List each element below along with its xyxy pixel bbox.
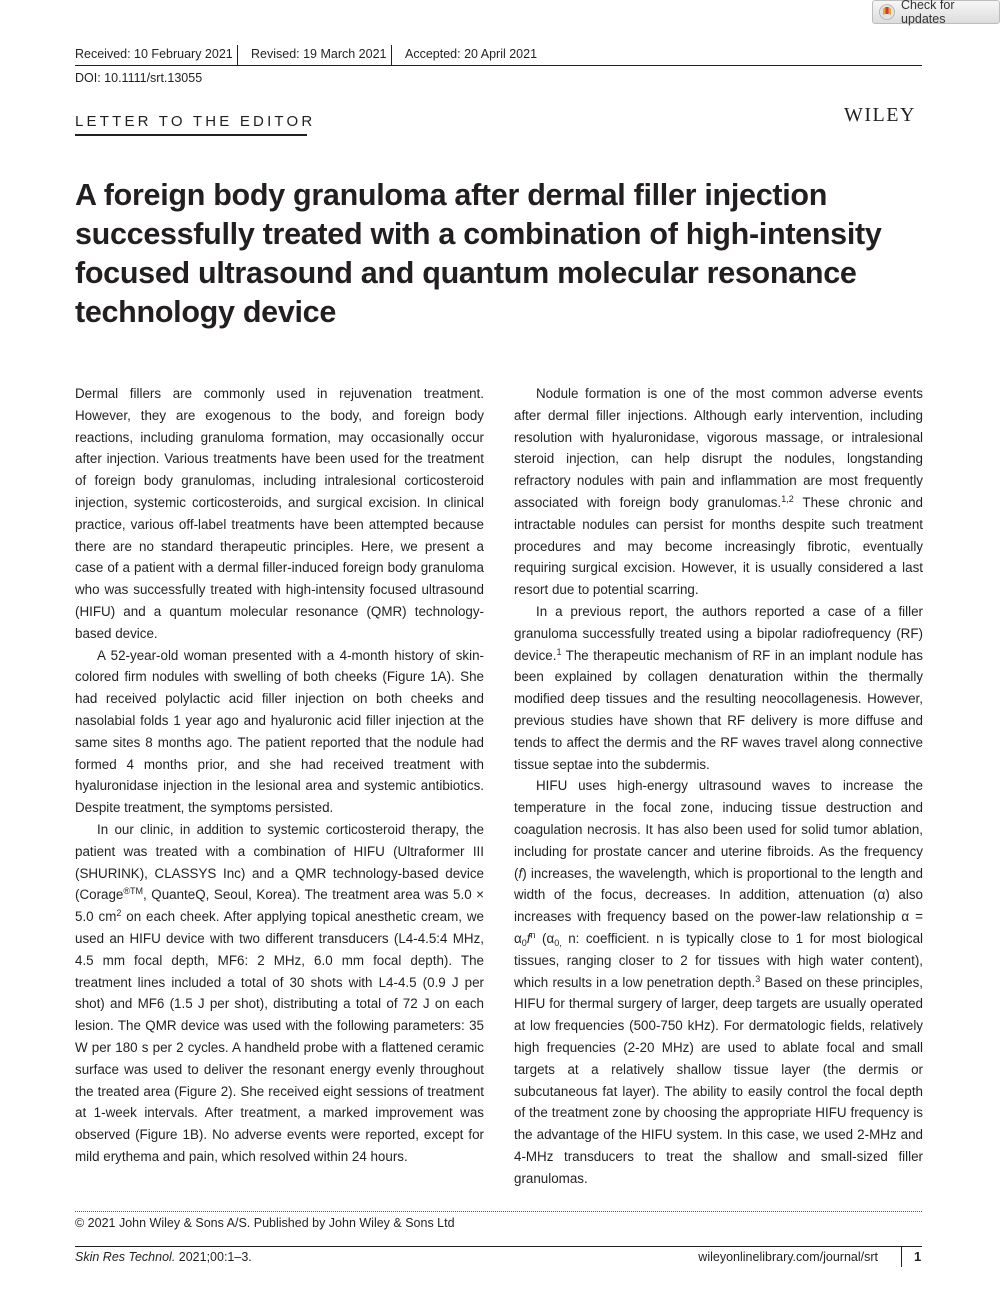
accepted-date: Accepted: 20 April 2021 <box>405 47 538 61</box>
journal-citation <box>75 1250 252 1264</box>
paragraph: In our clinic, in addition to systemic corticosteroid therapy, the patient was treated with a combination of HIFU (Ultraformer III (SHURINK), CLASSYS Inc) and a QMR technology-based device (Corage$^{®TM}$, QuanteQ, Seoul, Korea). The treatment area was 5.0 × 5.0 $cm^2$ on each cheek. After applying topical anesthetic cream, we used an HIFU device with two different transducers (L4-4.5:4 MHz, 4.5 mm focal depth, MF6: 2 MHz, 6.0 mm focal depth). The treatment lines included a total of 30 shots with L4-4.5 (0.9 J per shot) and MF6 (1.5 J per shot), distributing a total of 72 J on each lesion. The QMR device was used with the following parameters: 35 W per 180 s per 2 cycles. A handheld probe with a flattened ceramic surface was used to deliver the resonant energy evenly throughout the treated area (Figure 2). She received eight sessions of treatment at 1-week intervals. After treatment, a marked improvement was observed (Figure 1B). No adverse events were reported, except for mild erythema and pain, which resolved within 24 hours. <box>75 821 484 1164</box>
publisher-logo: WILEY <box>844 104 916 126</box>
title-line: focused ultrasound and quantum molecular resonance <box>75 256 857 290</box>
paragraph: HIFU uses high-energy ultrasound waves to increase the temperature in the focal zone, inducing tissue destruction and coagulation necrosis. It has also been used for solid tumor ablation, including for prostate cancer and uterine fibroids. As the frequency (f) increases, the wavelength, which is proportional to the length and width of the focus, decreases. In addition, attenuation (α) also increases with frequency based on the power-law relationship $\alpha = \alpha_0f^n$ ($\alpha_{0,}$ n: coefficient. n is typically close to 1 for most biological tissues, ranging closer to 2 for tissues with high water content), which results in a low penetration depth.$^3$ Based on these principles, HIFU for thermal surgery of larger, deep targets are usually operated at low frequencies (500-750 kHz). For dermatologic fields, relatively high frequencies (2-20 MHz) are used to ablate focal and small targets at a relatively shallow tissue layer (the dermis or subcutaneous fat layer). The ability to easily control the focal depth of the treatment zone by choosing the appropriate HIFU frequency is the advantage of the HIFU system. In this case, we used 2-MHz and 4-MHz transducers to treat the shallow and small-sized filler granulomas. <box>514 778 923 1186</box>
journal-url-link[interactable]: wileyonlinelibrary.com/journal/srt <box>698 1250 878 1264</box>
citation-ref[interactable]: 1 <box>556 646 562 657</box>
check-for-updates-button[interactable] <box>872 0 1000 24</box>
footer-rule <box>75 1246 922 1247</box>
body-column-left <box>75 383 484 1168</box>
paragraph: Dermal fillers are commonly used in rejuvenation treatment. However, they are exogenous to the body, and foreign body reactions, including granuloma formation, may occasionally occur after injection. Various treatments have been used for the treatment of foreign body granulomas, including intralesional corticosteroid injection, systemic corticosteroids, and surgical excision. In clinical practice, various off-label treatments have been attempted because there are no standard therapeutic principles. Here, we present a case of a patient with a dermal filler-induced foreign body granuloma who was successfully treated with high-intensity focused ultrasound (HIFU) and a quantum molecular resonance (QMR) technology-based device. <box>75 386 484 641</box>
paragraph: In a previous report, the authors reported a case of a filler granuloma successfully treated using a bipolar radiofrequency (RF) device.$^1$ The therapeutic mechanism of RF in an implant nodule has been explained by collagen denaturation within the thermally modified deep tissues and the resulting neocollagenesis. However, previous studies have shown that RF delivery is more diffuse and tends to affect the dermis and the RF waves travel along connective tissue septae into the subdermis. <box>514 603 923 772</box>
journal-name: Skin Res Technol. <box>75 1250 176 1264</box>
check-for-updates-label: Check for updates <box>901 0 955 26</box>
divider <box>391 45 392 65</box>
citation-volume: 2021;00:1–3. <box>175 1250 252 1264</box>
section-underline <box>75 134 307 136</box>
header-rule <box>75 65 922 66</box>
divider <box>237 45 238 65</box>
footer-divider <box>75 1211 922 1212</box>
revised-date: Revised: 19 March 2021 <box>251 47 387 61</box>
section-label: LETTER TO THE EDITOR <box>75 113 316 130</box>
page-number: 1 <box>914 1249 922 1264</box>
title-line: successfully treated with a combination of high-intensity <box>75 217 882 251</box>
received-date: Received: 10 February 2021 <box>75 47 233 61</box>
title-line: technology device <box>75 295 337 329</box>
paragraph: A 52-year-old woman presented with a 4-month history of skin-colored firm nodules with swelling of both cheeks (Figure 1A). She had received polylactic acid filler injection on both cheeks and nasolabial folds 1 year ago and hyaluronic acid filler injection at the same sites 8 months ago. The patient reported that the nodule had formed 4 months prior, and she had received treatment with hyaluronidase injection in the lesional area and systemic antibiotics. Despite treatment, the symptoms persisted. <box>75 647 484 816</box>
citation-ref[interactable]: 3 <box>755 973 761 984</box>
body-column-right <box>514 383 923 1189</box>
article-title <box>75 176 935 332</box>
paragraph: Nodule formation is one of the most common adverse events after dermal filler injections. Although early intervention, including resolution with hyaluronidase, vigorous massage, or intralesional steroid injection, can help disrupt the nodules, longstanding refractory nodules with pain and inflammation are most frequently associated with foreign body granulomas.$^{1,2}$ These chronic and intractable nodules can persist for months despite such treatment procedures and may become increasingly fibrotic, eventually requiring surgical excision. However, it is usually considered a last resort due to potential scarring. <box>514 386 923 598</box>
article-dates <box>75 45 922 65</box>
doi: DOI: 10.1111/srt.13055 <box>75 71 203 85</box>
citation-ref[interactable]: 1,2 <box>781 493 794 504</box>
check-for-updates-icon <box>879 4 895 20</box>
title-line: A foreign body granuloma after dermal filler injection <box>75 178 828 212</box>
copyright: © 2021 John Wiley & Sons A/S. Published by John Wiley & Sons Ltd <box>75 1216 455 1230</box>
divider <box>901 1247 902 1267</box>
